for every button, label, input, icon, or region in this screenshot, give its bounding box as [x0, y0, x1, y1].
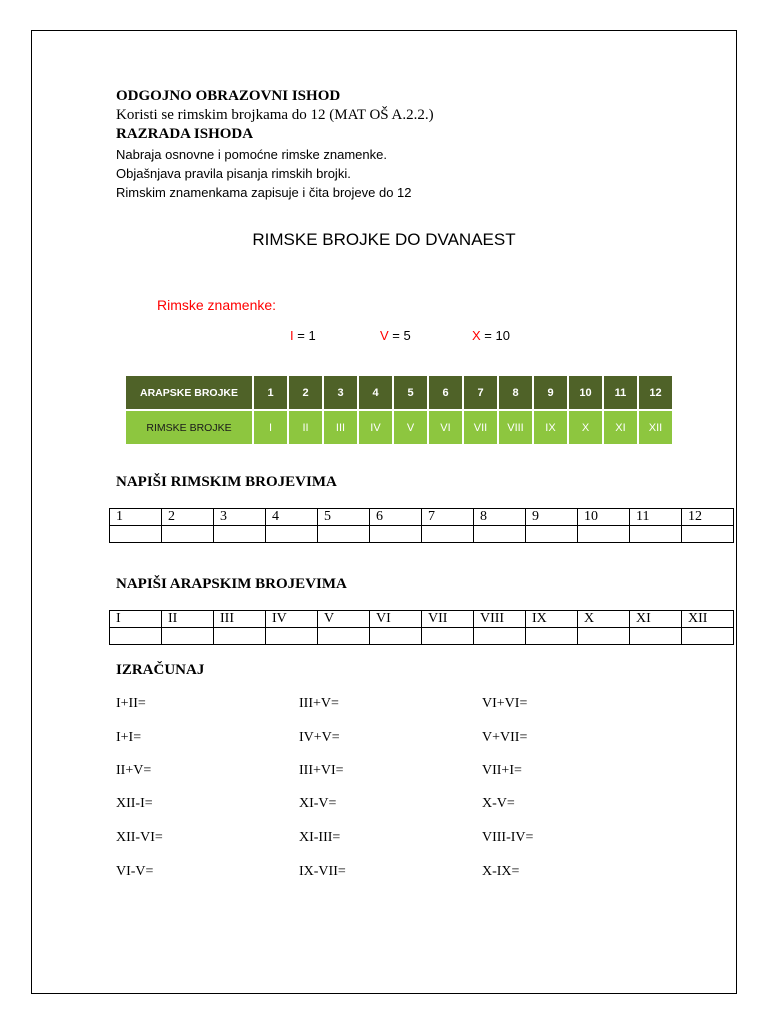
answer-cell[interactable] [474, 628, 526, 645]
prompt-cell: VIII [474, 611, 526, 628]
arabic-cell: 7 [464, 376, 497, 409]
calc-item: X-IX= [482, 864, 520, 879]
answer-cell[interactable] [162, 628, 214, 645]
prompt-cell: I [110, 611, 162, 628]
prompt-cell: 11 [630, 509, 682, 526]
section-heading-calculate: IZRAČUNAJ [116, 662, 205, 678]
section-heading-arabic: NAPIŠI ARAPSKIM BROJEVIMA [116, 576, 347, 592]
answer-cell[interactable] [318, 628, 370, 645]
calc-item: VIII-IV= [482, 830, 534, 845]
roman-cell: I [254, 411, 287, 444]
prompt-cell: III [214, 611, 266, 628]
elaboration-heading: RAZRADA ISHODA [116, 126, 254, 142]
arabic-cell: 3 [324, 376, 357, 409]
digit-i [290, 328, 316, 343]
answer-cell[interactable] [630, 526, 682, 543]
roman-cell: XI [604, 411, 637, 444]
roman-cell: VI [429, 411, 462, 444]
digit-symbol: I [290, 328, 294, 343]
calc-item: VI+VI= [482, 696, 528, 711]
digit-value: = 5 [388, 328, 411, 343]
prompt-cell: XII [682, 611, 734, 628]
page-title: RIMSKE BROJKE DO DVANAEST [252, 230, 516, 249]
prompt-cell: 9 [526, 509, 578, 526]
digit-symbol: X [472, 328, 481, 343]
answer-cell[interactable] [162, 526, 214, 543]
arabic-row [126, 376, 672, 409]
calc-item: XI-V= [299, 796, 337, 811]
answer-cell[interactable] [214, 526, 266, 543]
elaboration-item: Objašnjava pravila pisanja rimskih brojki. [116, 166, 351, 181]
arabic-label: ARAPSKE BROJKE [126, 376, 252, 409]
answer-cell[interactable] [266, 526, 318, 543]
answer-cell[interactable] [422, 628, 474, 645]
section-heading-roman: NAPIŠI RIMSKIM BROJEVIMA [116, 474, 337, 490]
calc-item: I+I= [116, 730, 142, 745]
prompt-cell: IX [526, 611, 578, 628]
prompt-cell: 7 [422, 509, 474, 526]
answer-cell[interactable] [526, 526, 578, 543]
roman-cell: IV [359, 411, 392, 444]
prompt-cell: 4 [266, 509, 318, 526]
digit-value: = 10 [480, 328, 510, 343]
table-row [110, 509, 734, 526]
roman-cell: III [324, 411, 357, 444]
reference-table [124, 374, 674, 446]
roman-label: RIMSKE BROJKE [126, 411, 252, 444]
elaboration-item: Nabraja osnovne i pomoćne rimske znamenke. [116, 147, 387, 162]
digit-symbol: V [380, 328, 389, 343]
write-roman-table [109, 508, 734, 543]
digits-label: Rimske znamenke: [157, 297, 277, 313]
arabic-cell: 8 [499, 376, 532, 409]
elaboration-item: Rimskim znamenkama zapisuje i čita brojeve do 12 [116, 185, 412, 200]
prompt-cell: VII [422, 611, 474, 628]
calc-item: V+VII= [482, 730, 528, 745]
roman-cell: II [289, 411, 322, 444]
prompt-cell: II [162, 611, 214, 628]
digit-value: = 1 [293, 328, 316, 343]
prompt-cell: 1 [110, 509, 162, 526]
digit-x [472, 328, 510, 343]
arabic-cell: 6 [429, 376, 462, 409]
answer-cell[interactable] [266, 628, 318, 645]
prompt-cell: X [578, 611, 630, 628]
calc-item: XII-VI= [116, 830, 163, 845]
answer-cell[interactable] [318, 526, 370, 543]
table-row [110, 526, 734, 543]
prompt-cell: IV [266, 611, 318, 628]
answer-cell[interactable] [422, 526, 474, 543]
prompt-cell: XI [630, 611, 682, 628]
prompt-cell: 10 [578, 509, 630, 526]
calc-item: IV+V= [299, 730, 340, 745]
answer-cell[interactable] [578, 526, 630, 543]
arabic-cell: 9 [534, 376, 567, 409]
answer-cell[interactable] [370, 628, 422, 645]
answer-cell[interactable] [578, 628, 630, 645]
prompt-cell: 3 [214, 509, 266, 526]
answer-cell[interactable] [110, 526, 162, 543]
prompt-cell: 5 [318, 509, 370, 526]
roman-cell: VIII [499, 411, 532, 444]
answer-cell[interactable] [630, 628, 682, 645]
answer-cell[interactable] [474, 526, 526, 543]
calc-item: III+VI= [299, 763, 344, 778]
roman-cell: XII [639, 411, 672, 444]
prompt-cell: V [318, 611, 370, 628]
arabic-cell: 4 [359, 376, 392, 409]
roman-cell: X [569, 411, 602, 444]
calc-item: II+V= [116, 763, 152, 778]
arabic-cell: 5 [394, 376, 427, 409]
calc-item: III+V= [299, 696, 339, 711]
arabic-cell: 2 [289, 376, 322, 409]
calc-item: VII+I= [482, 763, 522, 778]
digit-v [380, 328, 411, 343]
arabic-cell: 10 [569, 376, 602, 409]
prompt-cell: 12 [682, 509, 734, 526]
answer-cell[interactable] [110, 628, 162, 645]
table-row [110, 628, 734, 645]
calc-item: IX-VII= [299, 864, 346, 879]
answer-cell[interactable] [526, 628, 578, 645]
arabic-cell: 12 [639, 376, 672, 409]
write-arabic-table [109, 610, 734, 645]
outcome-text: Koristi se rimskim brojkama do 12 (MAT OŠ A.2.2.) [116, 107, 434, 123]
answer-cell[interactable] [214, 628, 266, 645]
roman-cell: IX [534, 411, 567, 444]
answer-cell[interactable] [682, 526, 734, 543]
answer-cell[interactable] [370, 526, 422, 543]
prompt-cell: 6 [370, 509, 422, 526]
table-row [110, 611, 734, 628]
calc-item: XI-III= [299, 830, 341, 845]
outcome-heading: ODGOJNO OBRAZOVNI ISHOD [116, 88, 341, 104]
prompt-cell: VI [370, 611, 422, 628]
answer-cell[interactable] [682, 628, 734, 645]
prompt-cell: 8 [474, 509, 526, 526]
calc-item: X-V= [482, 796, 515, 811]
arabic-cell: 11 [604, 376, 637, 409]
arabic-cell: 1 [254, 376, 287, 409]
calc-item: I+II= [116, 696, 146, 711]
roman-cell: VII [464, 411, 497, 444]
roman-row [126, 411, 672, 444]
prompt-cell: 2 [162, 509, 214, 526]
calc-item: XII-I= [116, 796, 153, 811]
calc-item: VI-V= [116, 864, 154, 879]
roman-cell: V [394, 411, 427, 444]
